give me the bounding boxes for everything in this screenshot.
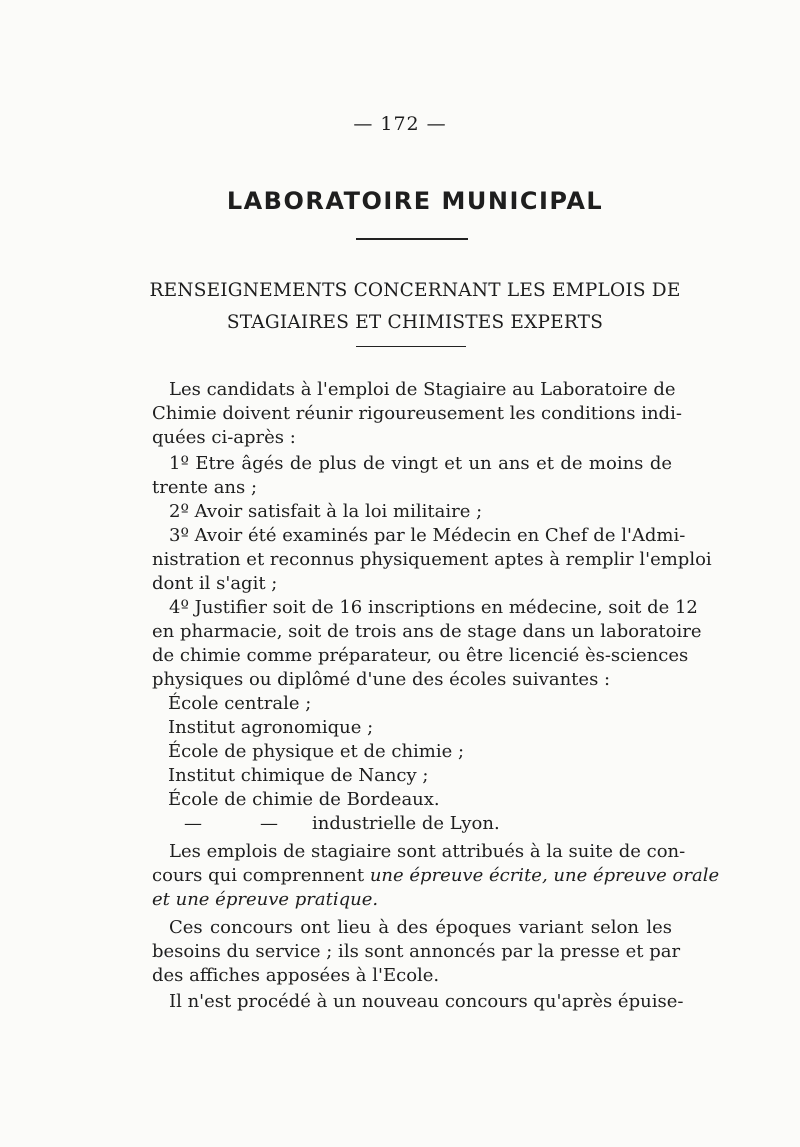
body-line: trente ans ; [152, 477, 258, 498]
school-item: École de physique et de chimie ; [168, 741, 465, 762]
section-heading-line-1: RENSEIGNEMENTS CONCERNANT LES EMPLOIS DE [149, 280, 681, 301]
body-line: besoins du service ; ils sont annoncés par la presse et par [152, 941, 681, 962]
list-item-1: 1º Etre âgés de plus de vingt et un ans et de moins de [169, 453, 672, 474]
body-line: quées ci-après : [152, 427, 296, 448]
school-item: École de chimie de Bordeaux. [168, 789, 440, 810]
body-line: Chimie doivent réunir rigoureusement les conditions indi- [152, 403, 682, 424]
body-text: cours qui comprennent [152, 865, 365, 886]
list-item-3: 3º Avoir été examinés par le Médecin en Chef de l'Admi- [169, 525, 686, 546]
body-line: physiques ou diplômé d'une des écoles suivantes : [152, 669, 611, 690]
emphasis-text: une épreuve écrite, une épreuve orale [369, 865, 720, 886]
ditto-dash: — [260, 813, 278, 834]
ditto-dash: — [184, 813, 202, 834]
body-line: nistration et reconnus physiquement aptes à remplir l'emploi [152, 549, 712, 570]
body-line: Ces concours ont lieu à des époques variant selon les [169, 917, 672, 938]
emphasis-text: et une épreuve pratique. [152, 889, 379, 910]
school-item-text: industrielle de Lyon. [312, 813, 500, 834]
list-item-4: 4º Justifier soit de 16 inscriptions en médecine, soit de 12 [169, 597, 698, 618]
body-line: Il n'est procédé à un nouveau concours qu'après épuise- [169, 991, 684, 1012]
title-divider [356, 238, 468, 240]
body-line: de chimie comme préparateur, ou être licencié ès-sciences [152, 645, 689, 666]
section-heading-line-2: STAGIAIRES ET CHIMISTES EXPERTS [226, 312, 604, 333]
heading-divider [356, 346, 466, 347]
body-line: Les emplois de stagiaire sont attribués à la suite de con- [169, 841, 686, 862]
page-title: LABORATOIRE MUNICIPAL [226, 187, 604, 215]
body-line: Les candidats à l'emploi de Stagiaire au Laboratoire de [169, 379, 676, 400]
body-line: dont il s'agit ; [152, 573, 278, 594]
list-item-2: 2º Avoir satisfait à la loi militaire ; [169, 501, 483, 522]
body-line: des affiches apposées à l'Ecole. [152, 965, 440, 986]
body-line: en pharmacie, soit de trois ans de stage dans un laboratoire [152, 621, 702, 642]
body-line [152, 864, 720, 888]
page-number: — 172 — [353, 113, 447, 135]
school-item: Institut agronomique ; [168, 717, 374, 738]
school-item: Institut chimique de Nancy ; [168, 765, 429, 786]
school-item: École centrale ; [168, 693, 312, 714]
